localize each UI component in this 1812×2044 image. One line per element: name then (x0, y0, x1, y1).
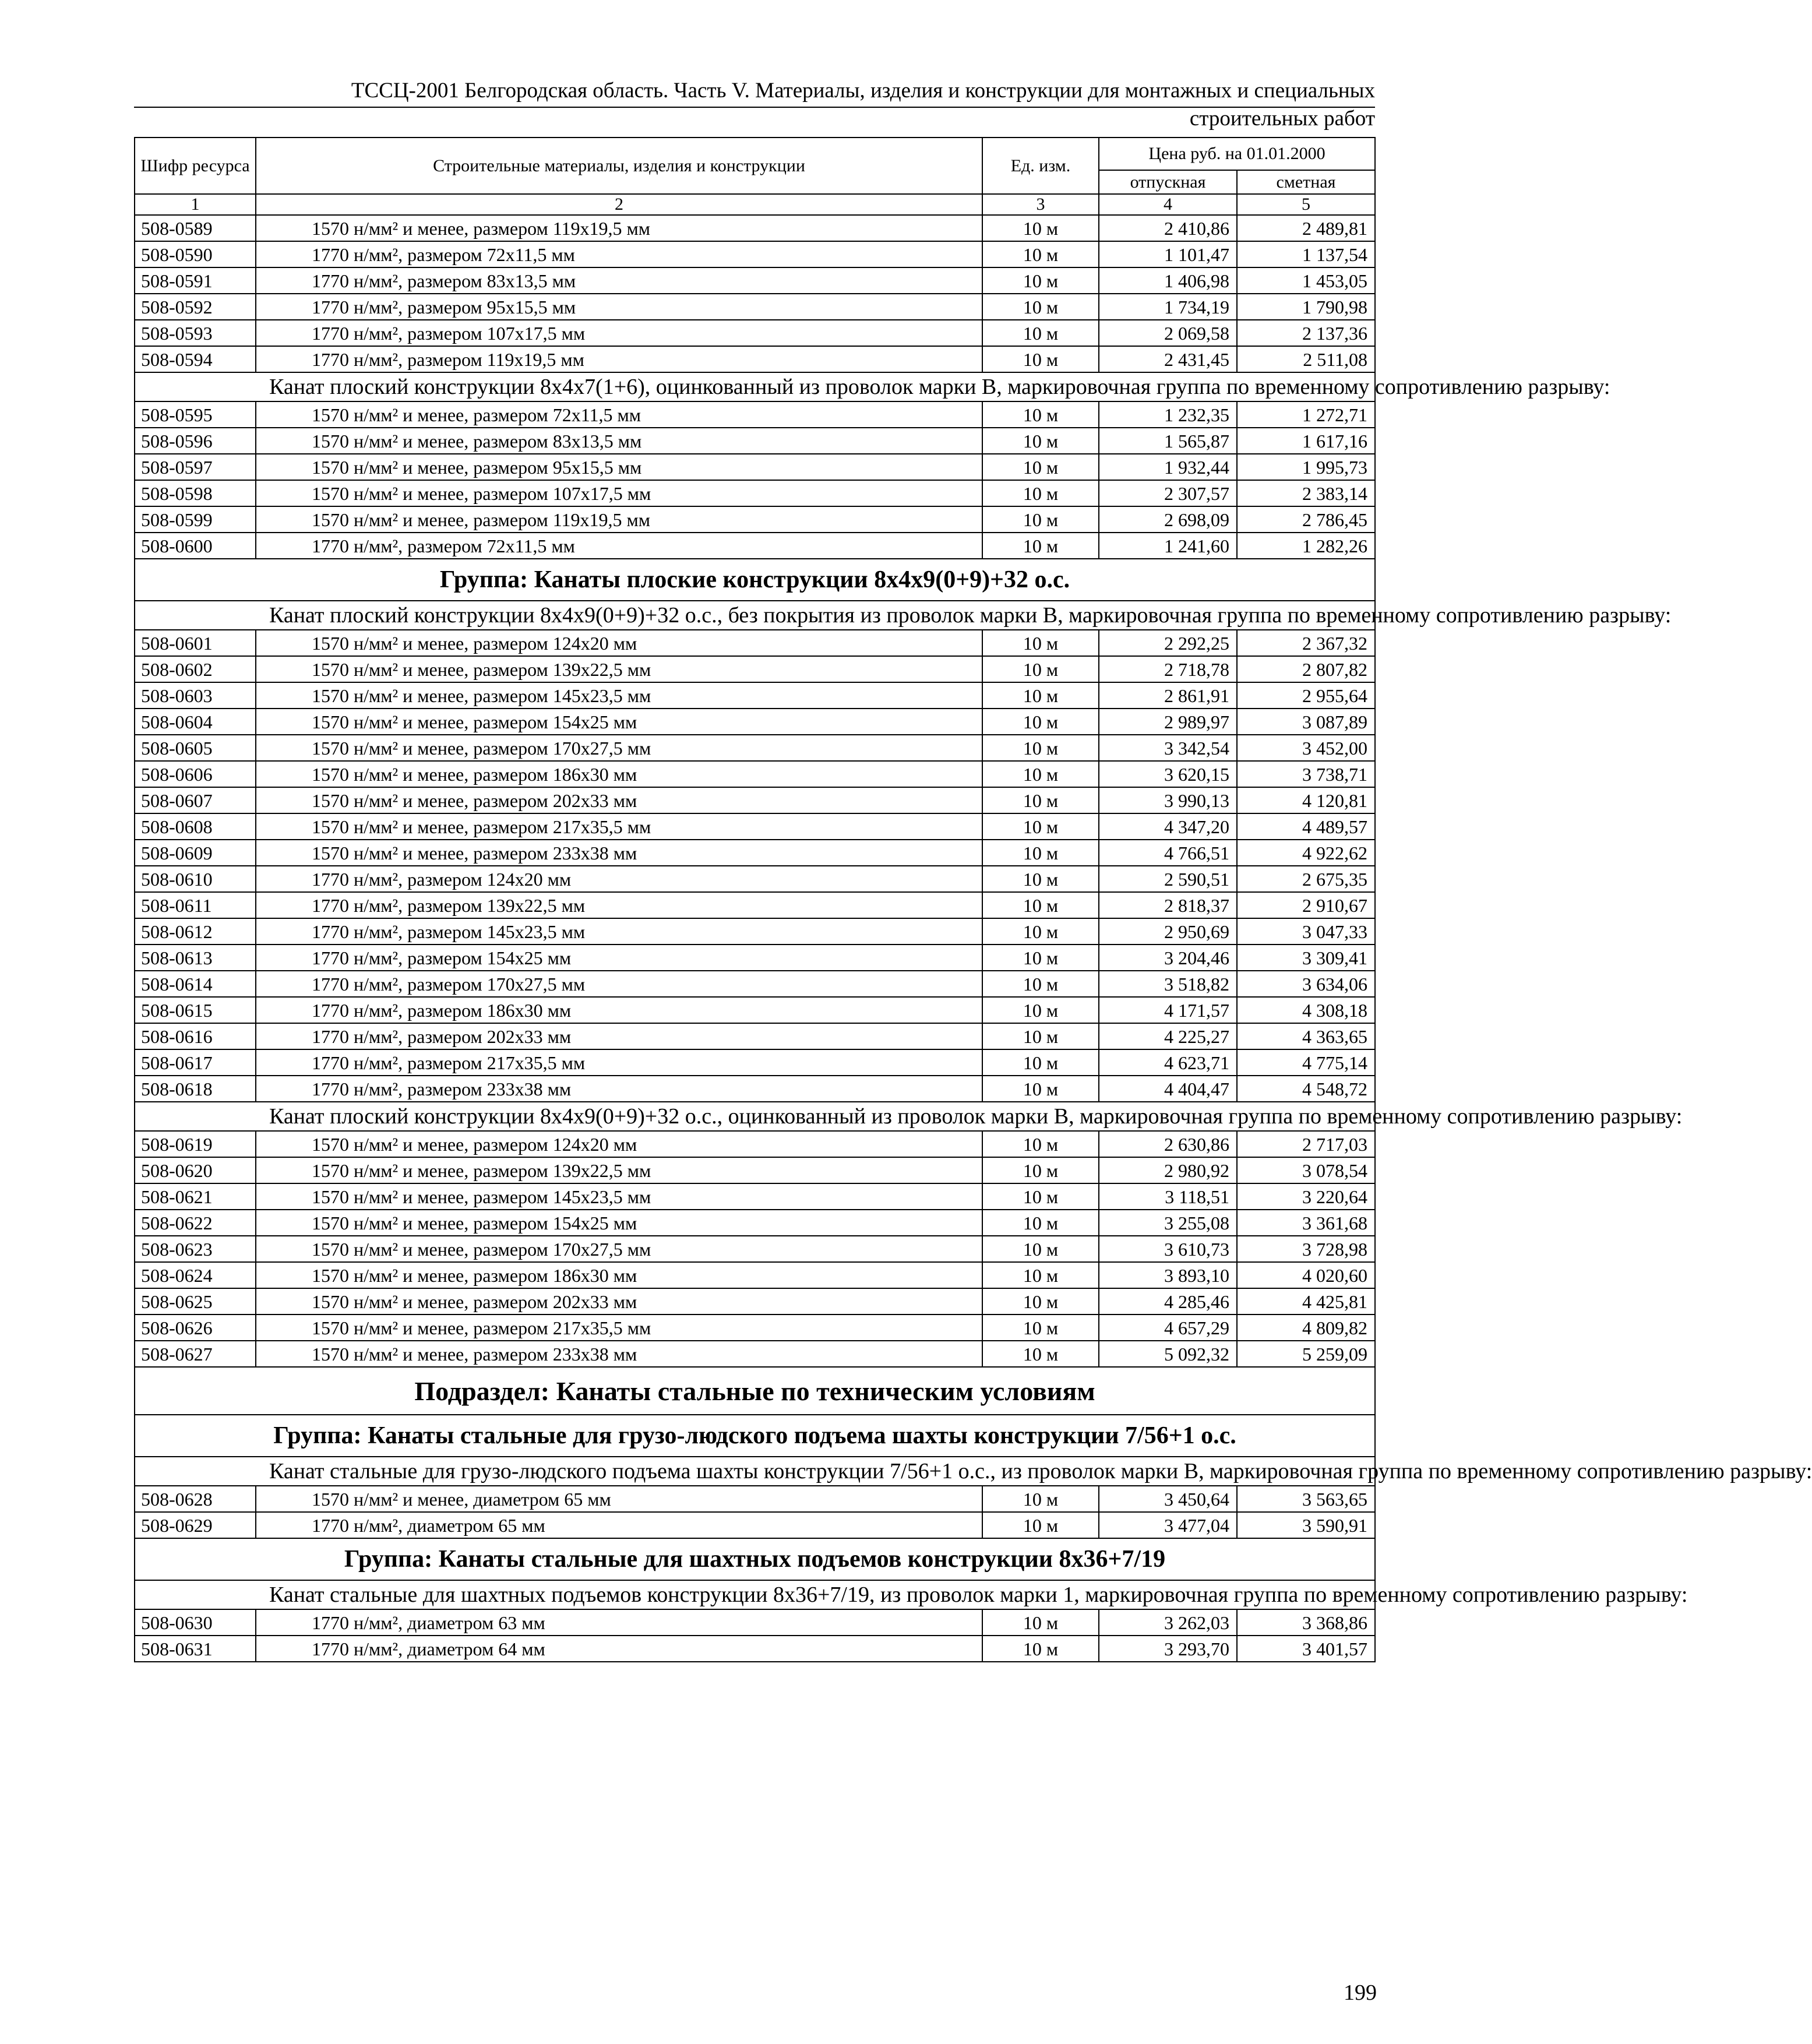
cell-price-estimate: 1 995,73 (1237, 454, 1375, 480)
cell-description: 1770 н/мм², размером 107x17,5 мм (256, 320, 982, 346)
cell-code: 508-0609 (135, 840, 256, 866)
cell-description: 1570 н/мм² и менее, размером 139x22,5 мм (256, 656, 982, 682)
cell-code: 508-0595 (135, 401, 256, 428)
cell-price-release: 4 623,71 (1099, 1049, 1237, 1076)
cell-description: 1570 н/мм² и менее, размером 202x33 мм (256, 1288, 982, 1314)
cell-code: 508-0606 (135, 761, 256, 787)
cell-description: 1570 н/мм² и менее, размером 233x38 мм (256, 840, 982, 866)
cell-price-release: 2 818,37 (1099, 892, 1237, 918)
cell-price-release: 2 630,86 (1099, 1131, 1237, 1157)
description-text: Канат плоский конструкции 8x4x9(0+9)+32 о.с., оцинкованный из проволок марки В, маркировочная группа по временному сопротивлению разрыву: (135, 1102, 1375, 1131)
cell-price-release: 2 980,92 (1099, 1157, 1237, 1183)
table-header-row (135, 138, 1375, 170)
table-row (135, 320, 1375, 346)
cell-code: 508-0627 (135, 1341, 256, 1367)
cell-description: 1570 н/мм² и менее, размером 95x15,5 мм (256, 454, 982, 480)
cell-price-release: 1 565,87 (1099, 428, 1237, 454)
cell-price-estimate: 4 425,81 (1237, 1288, 1375, 1314)
cell-price-release: 1 101,47 (1099, 241, 1237, 267)
cell-description: 1770 н/мм², размером 72x11,5 мм (256, 241, 982, 267)
cell-code: 508-0614 (135, 971, 256, 997)
table-row (135, 506, 1375, 533)
cell-price-release: 3 255,08 (1099, 1210, 1237, 1236)
cell-unit: 10 м (982, 1609, 1099, 1636)
cell-price-release: 4 285,46 (1099, 1288, 1237, 1314)
cell-price-estimate: 1 790,98 (1237, 294, 1375, 320)
cell-price-estimate: 1 617,16 (1237, 428, 1375, 454)
description-text: Канат стальные для грузо-людского подъема шахты конструкции 7/56+1 о.с., из проволок марки В, маркировочная группа по временному сопротивлению разрыву: (135, 1457, 1375, 1486)
table-row (135, 866, 1375, 892)
cell-description: 1570 н/мм² и менее, размером 72x11,5 мм (256, 401, 982, 428)
cell-price-release: 4 766,51 (1099, 840, 1237, 866)
cell-code: 508-0592 (135, 294, 256, 320)
cell-price-release: 2 989,97 (1099, 709, 1237, 735)
cell-code: 508-0613 (135, 945, 256, 971)
cell-code: 508-0589 (135, 215, 256, 241)
table-row (135, 656, 1375, 682)
cell-description: 1570 н/мм² и менее, размером 145x23,5 мм (256, 1183, 982, 1210)
cell-unit: 10 м (982, 294, 1099, 320)
cell-unit: 10 м (982, 1049, 1099, 1076)
cell-unit: 10 м (982, 1236, 1099, 1262)
cell-unit: 10 м (982, 1486, 1099, 1512)
cell-unit: 10 м (982, 630, 1099, 656)
cell-price-release: 2 431,45 (1099, 346, 1237, 372)
table-row (135, 428, 1375, 454)
cell-price-release: 1 734,19 (1099, 294, 1237, 320)
subsection-row (135, 1367, 1375, 1415)
table-row (135, 971, 1375, 997)
table-row (135, 945, 1375, 971)
cell-price-release: 4 347,20 (1099, 813, 1237, 840)
table-row (135, 709, 1375, 735)
cell-unit: 10 м (982, 918, 1099, 945)
table-row (135, 1512, 1375, 1538)
cell-price-estimate: 3 309,41 (1237, 945, 1375, 971)
cell-code: 508-0611 (135, 892, 256, 918)
cell-price-release: 1 406,98 (1099, 267, 1237, 294)
col-number: 1 (135, 194, 256, 215)
cell-price-estimate: 2 910,67 (1237, 892, 1375, 918)
table-row (135, 267, 1375, 294)
cell-unit: 10 м (982, 709, 1099, 735)
header-price-release: отпускная (1099, 170, 1237, 194)
cell-price-release: 3 204,46 (1099, 945, 1237, 971)
cell-price-estimate: 4 363,65 (1237, 1023, 1375, 1049)
cell-description: 1570 н/мм² и менее, размером 154x25 мм (256, 709, 982, 735)
header-line-1: ТССЦ-2001 Белгородская область. Часть V. Материалы, изделия и конструкции для монтажных и специальных (351, 79, 1375, 103)
table-row (135, 1236, 1375, 1262)
cell-code: 508-0597 (135, 454, 256, 480)
cell-price-estimate: 3 047,33 (1237, 918, 1375, 945)
cell-price-release: 2 590,51 (1099, 866, 1237, 892)
group-title: Группа: Канаты стальные для шахтных подъемов конструкции 8x36+7/19 (135, 1538, 1375, 1580)
cell-price-estimate: 2 675,35 (1237, 866, 1375, 892)
cell-price-estimate: 1 453,05 (1237, 267, 1375, 294)
group-title: Группа: Канаты стальные для грузо-людского подъема шахты конструкции 7/56+1 о.с. (135, 1415, 1375, 1457)
cell-description: 1770 н/мм², размером 139x22,5 мм (256, 892, 982, 918)
table-row (135, 840, 1375, 866)
cell-code: 508-0593 (135, 320, 256, 346)
cell-price-release: 3 450,64 (1099, 1486, 1237, 1512)
cell-code: 508-0607 (135, 787, 256, 813)
header-price: Цена руб. на 01.01.2000 (1099, 138, 1375, 170)
table-row (135, 892, 1375, 918)
cell-price-estimate: 3 590,91 (1237, 1512, 1375, 1538)
cell-code: 508-0608 (135, 813, 256, 840)
cell-description: 1570 н/мм² и менее, размером 154x25 мм (256, 1210, 982, 1236)
cell-price-estimate: 2 489,81 (1237, 215, 1375, 241)
col-number: 3 (982, 194, 1099, 215)
cell-price-estimate: 2 511,08 (1237, 346, 1375, 372)
cell-price-release: 3 118,51 (1099, 1183, 1237, 1210)
table-row (135, 918, 1375, 945)
cell-code: 508-0601 (135, 630, 256, 656)
cell-unit: 10 м (982, 506, 1099, 533)
cell-unit: 10 м (982, 787, 1099, 813)
table-row (135, 401, 1375, 428)
cell-unit: 10 м (982, 656, 1099, 682)
cell-unit: 10 м (982, 1636, 1099, 1662)
cell-code: 508-0626 (135, 1314, 256, 1341)
cell-code: 508-0599 (135, 506, 256, 533)
cell-code: 508-0617 (135, 1049, 256, 1076)
cell-description: 1770 н/мм², размером 145x23,5 мм (256, 918, 982, 945)
group-title: Группа: Канаты плоские конструкции 8x4x9(0+9)+32 о.с. (135, 559, 1375, 601)
table-row (135, 813, 1375, 840)
cell-description: 1770 н/мм², размером 170x27,5 мм (256, 971, 982, 997)
cell-unit: 10 м (982, 480, 1099, 506)
table-row (135, 1341, 1375, 1367)
cell-unit: 10 м (982, 1210, 1099, 1236)
table-row (135, 1210, 1375, 1236)
cell-unit: 10 м (982, 1183, 1099, 1210)
col-number: 4 (1099, 194, 1237, 215)
cell-price-estimate: 3 634,06 (1237, 971, 1375, 997)
cell-code: 508-0596 (135, 428, 256, 454)
cell-price-estimate: 5 259,09 (1237, 1341, 1375, 1367)
cell-unit: 10 м (982, 945, 1099, 971)
cell-unit: 10 м (982, 533, 1099, 559)
header-code: Шифр ресурса (135, 138, 256, 194)
cell-price-estimate: 2 717,03 (1237, 1131, 1375, 1157)
cell-price-estimate: 4 489,57 (1237, 813, 1375, 840)
cell-price-estimate: 3 368,86 (1237, 1609, 1375, 1636)
cell-price-release: 3 990,13 (1099, 787, 1237, 813)
cell-price-release: 4 171,57 (1099, 997, 1237, 1023)
cell-unit: 10 м (982, 454, 1099, 480)
cell-code: 508-0598 (135, 480, 256, 506)
description-text: Канат стальные для шахтных подъемов конструкции 8x36+7/19, из проволок марки 1, маркировочная группа по временному сопротивлению разрыву: (135, 1580, 1375, 1609)
cell-description: 1570 н/мм² и менее, размером 217x35,5 мм (256, 1314, 982, 1341)
description-row (135, 1457, 1375, 1486)
cell-price-estimate: 2 367,32 (1237, 630, 1375, 656)
cell-price-estimate: 2 955,64 (1237, 682, 1375, 709)
cell-price-release: 1 232,35 (1099, 401, 1237, 428)
cell-price-release: 5 092,32 (1099, 1341, 1237, 1367)
cell-description: 1770 н/мм², размером 72x11,5 мм (256, 533, 982, 559)
cell-price-estimate: 4 922,62 (1237, 840, 1375, 866)
cell-description: 1570 н/мм² и менее, размером 139x22,5 мм (256, 1157, 982, 1183)
cell-description: 1570 н/мм² и менее, диаметром 65 мм (256, 1486, 982, 1512)
price-table (134, 137, 1812, 1662)
cell-unit: 10 м (982, 1314, 1099, 1341)
cell-unit: 10 м (982, 1512, 1099, 1538)
table-row (135, 215, 1375, 241)
table-row (135, 1314, 1375, 1341)
cell-code: 508-0590 (135, 241, 256, 267)
cell-price-release: 3 893,10 (1099, 1262, 1237, 1288)
cell-description: 1570 н/мм² и менее, размером 124x20 мм (256, 630, 982, 656)
cell-code: 508-0624 (135, 1262, 256, 1288)
cell-price-estimate: 3 361,68 (1237, 1210, 1375, 1236)
cell-description: 1770 н/мм², размером 186x30 мм (256, 997, 982, 1023)
cell-price-estimate: 3 728,98 (1237, 1236, 1375, 1262)
cell-description: 1570 н/мм² и менее, размером 186x30 мм (256, 761, 982, 787)
description-row (135, 1580, 1375, 1609)
cell-unit: 10 м (982, 215, 1099, 241)
cell-price-estimate: 3 078,54 (1237, 1157, 1375, 1183)
table-row (135, 630, 1375, 656)
cell-price-release: 3 293,70 (1099, 1636, 1237, 1662)
cell-unit: 10 м (982, 320, 1099, 346)
cell-description: 1570 н/мм² и менее, размером 186x30 мм (256, 1262, 982, 1288)
page-header (134, 77, 1375, 133)
cell-code: 508-0616 (135, 1023, 256, 1049)
subsection-title: Подраздел: Канаты стальные по техническим условиям (135, 1367, 1375, 1415)
cell-code: 508-0615 (135, 997, 256, 1023)
cell-unit: 10 м (982, 428, 1099, 454)
cell-price-release: 2 950,69 (1099, 918, 1237, 945)
cell-unit: 10 м (982, 1262, 1099, 1288)
cell-price-release: 2 718,78 (1099, 656, 1237, 682)
cell-description: 1570 н/мм² и менее, размером 119x19,5 мм (256, 215, 982, 241)
description-row (135, 1102, 1375, 1131)
cell-price-estimate: 3 087,89 (1237, 709, 1375, 735)
cell-code: 508-0620 (135, 1157, 256, 1183)
cell-code: 508-0612 (135, 918, 256, 945)
cell-price-estimate: 3 401,57 (1237, 1636, 1375, 1662)
cell-description: 1570 н/мм² и менее, размером 170x27,5 мм (256, 735, 982, 761)
cell-description: 1770 н/мм², размером 95x15,5 мм (256, 294, 982, 320)
cell-price-release: 3 518,82 (1099, 971, 1237, 997)
cell-description: 1570 н/мм² и менее, размером 145x23,5 мм (256, 682, 982, 709)
cell-unit: 10 м (982, 241, 1099, 267)
cell-price-release: 4 657,29 (1099, 1314, 1237, 1341)
table-row (135, 1609, 1375, 1636)
cell-unit: 10 м (982, 892, 1099, 918)
cell-description: 1770 н/мм², размером 202x33 мм (256, 1023, 982, 1049)
cell-price-estimate: 3 220,64 (1237, 1183, 1375, 1210)
cell-price-estimate: 1 272,71 (1237, 401, 1375, 428)
table-row (135, 682, 1375, 709)
cell-price-estimate: 2 786,45 (1237, 506, 1375, 533)
table-row (135, 1183, 1375, 1210)
table-row (135, 787, 1375, 813)
cell-price-estimate: 3 563,65 (1237, 1486, 1375, 1512)
description-text: Канат плоский конструкции 8x4x7(1+6), оцинкованный из проволок марки В, маркировочная группа по временному сопротивлению разрыву: (135, 372, 1375, 401)
cell-price-estimate: 2 137,36 (1237, 320, 1375, 346)
cell-price-release: 4 225,27 (1099, 1023, 1237, 1049)
cell-price-release: 2 292,25 (1099, 630, 1237, 656)
cell-price-release: 2 069,58 (1099, 320, 1237, 346)
cell-price-release: 1 241,60 (1099, 533, 1237, 559)
cell-description: 1770 н/мм², размером 83x13,5 мм (256, 267, 982, 294)
cell-code: 508-0630 (135, 1609, 256, 1636)
cell-price-release: 3 620,15 (1099, 761, 1237, 787)
cell-code: 508-0631 (135, 1636, 256, 1662)
cell-description: 1570 н/мм² и менее, размером 119x19,5 мм (256, 506, 982, 533)
cell-code: 508-0618 (135, 1076, 256, 1102)
cell-code: 508-0622 (135, 1210, 256, 1236)
table-row (135, 241, 1375, 267)
group-row (135, 1538, 1375, 1580)
cell-code: 508-0603 (135, 682, 256, 709)
cell-price-estimate: 1 137,54 (1237, 241, 1375, 267)
cell-price-release: 3 342,54 (1099, 735, 1237, 761)
cell-unit: 10 м (982, 997, 1099, 1023)
cell-price-estimate: 4 548,72 (1237, 1076, 1375, 1102)
description-text: Канат плоский конструкции 8x4x9(0+9)+32 о.с., без покрытия из проволок марки В, маркировочная группа по временному сопротивлению разрыву: (135, 601, 1375, 630)
page-number: 199 (1344, 1980, 1377, 2005)
cell-code: 508-0591 (135, 267, 256, 294)
cell-unit: 10 м (982, 735, 1099, 761)
table-row (135, 1636, 1375, 1662)
cell-price-estimate: 4 020,60 (1237, 1262, 1375, 1288)
cell-description: 1570 н/мм² и менее, размером 107x17,5 мм (256, 480, 982, 506)
cell-unit: 10 м (982, 1157, 1099, 1183)
cell-description: 1770 н/мм², диаметром 63 мм (256, 1609, 982, 1636)
cell-price-estimate: 4 308,18 (1237, 997, 1375, 1023)
table-row (135, 294, 1375, 320)
cell-price-estimate: 2 383,14 (1237, 480, 1375, 506)
cell-price-estimate: 4 120,81 (1237, 787, 1375, 813)
table-row (135, 1131, 1375, 1157)
table-row (135, 1157, 1375, 1183)
table-row (135, 1262, 1375, 1288)
column-number-row (135, 194, 1375, 215)
cell-unit: 10 м (982, 971, 1099, 997)
cell-price-release: 3 477,04 (1099, 1512, 1237, 1538)
cell-price-release: 2 410,86 (1099, 215, 1237, 241)
cell-unit: 10 м (982, 1023, 1099, 1049)
cell-code: 508-0600 (135, 533, 256, 559)
header-name: Строительные материалы, изделия и конструкции (256, 138, 982, 194)
header-price-estimate: сметная (1237, 170, 1375, 194)
cell-price-release: 2 698,09 (1099, 506, 1237, 533)
cell-code: 508-0623 (135, 1236, 256, 1262)
table-row (135, 1049, 1375, 1076)
table-row (135, 1486, 1375, 1512)
cell-description: 1570 н/мм² и менее, размером 202x33 мм (256, 787, 982, 813)
group-row (135, 559, 1375, 601)
description-row (135, 601, 1375, 630)
cell-price-estimate: 2 807,82 (1237, 656, 1375, 682)
table-row (135, 1076, 1375, 1102)
cell-code: 508-0602 (135, 656, 256, 682)
cell-price-estimate: 3 738,71 (1237, 761, 1375, 787)
table-row (135, 533, 1375, 559)
header-unit: Ед. изм. (982, 138, 1099, 194)
cell-description: 1770 н/мм², размером 233x38 мм (256, 1076, 982, 1102)
cell-price-estimate: 1 282,26 (1237, 533, 1375, 559)
cell-description: 1570 н/мм² и менее, размером 170x27,5 мм (256, 1236, 982, 1262)
cell-price-release: 1 932,44 (1099, 454, 1237, 480)
cell-price-release: 2 307,57 (1099, 480, 1237, 506)
cell-description: 1770 н/мм², диаметром 64 мм (256, 1636, 982, 1662)
header-line-2: строительных работ (1189, 107, 1375, 131)
cell-description: 1770 н/мм², диаметром 65 мм (256, 1512, 982, 1538)
cell-description: 1570 н/мм² и менее, размером 217x35,5 мм (256, 813, 982, 840)
cell-description: 1770 н/мм², размером 124x20 мм (256, 866, 982, 892)
cell-description: 1770 н/мм², размером 217x35,5 мм (256, 1049, 982, 1076)
table-row (135, 1023, 1375, 1049)
cell-unit: 10 м (982, 1076, 1099, 1102)
cell-code: 508-0594 (135, 346, 256, 372)
cell-code: 508-0619 (135, 1131, 256, 1157)
col-number: 5 (1237, 194, 1375, 215)
group-row (135, 1415, 1375, 1457)
description-row (135, 372, 1375, 401)
cell-unit: 10 м (982, 813, 1099, 840)
cell-price-release: 3 610,73 (1099, 1236, 1237, 1262)
cell-code: 508-0604 (135, 709, 256, 735)
cell-unit: 10 м (982, 401, 1099, 428)
table-row (135, 997, 1375, 1023)
table-row (135, 346, 1375, 372)
cell-code: 508-0628 (135, 1486, 256, 1512)
cell-code: 508-0610 (135, 866, 256, 892)
cell-price-estimate: 3 452,00 (1237, 735, 1375, 761)
cell-unit: 10 м (982, 840, 1099, 866)
cell-code: 508-0621 (135, 1183, 256, 1210)
cell-price-release: 3 262,03 (1099, 1609, 1237, 1636)
cell-description: 1770 н/мм², размером 119x19,5 мм (256, 346, 982, 372)
cell-unit: 10 м (982, 866, 1099, 892)
cell-unit: 10 м (982, 761, 1099, 787)
cell-unit: 10 м (982, 1341, 1099, 1367)
cell-code: 508-0605 (135, 735, 256, 761)
cell-price-release: 2 861,91 (1099, 682, 1237, 709)
cell-description: 1570 н/мм² и менее, размером 83x13,5 мм (256, 428, 982, 454)
cell-code: 508-0629 (135, 1512, 256, 1538)
table-row (135, 454, 1375, 480)
header-rule (134, 107, 1375, 108)
cell-unit: 10 м (982, 1131, 1099, 1157)
cell-description: 1770 н/мм², размером 154x25 мм (256, 945, 982, 971)
cell-price-estimate: 4 775,14 (1237, 1049, 1375, 1076)
table-row (135, 761, 1375, 787)
table-row (135, 1288, 1375, 1314)
cell-unit: 10 м (982, 267, 1099, 294)
cell-unit: 10 м (982, 346, 1099, 372)
cell-unit: 10 м (982, 682, 1099, 709)
cell-code: 508-0625 (135, 1288, 256, 1314)
cell-unit: 10 м (982, 1288, 1099, 1314)
cell-description: 1570 н/мм² и менее, размером 233x38 мм (256, 1341, 982, 1367)
cell-price-estimate: 4 809,82 (1237, 1314, 1375, 1341)
cell-price-release: 4 404,47 (1099, 1076, 1237, 1102)
col-number: 2 (256, 194, 982, 215)
table-row (135, 480, 1375, 506)
table-row (135, 735, 1375, 761)
cell-description: 1570 н/мм² и менее, размером 124x20 мм (256, 1131, 982, 1157)
